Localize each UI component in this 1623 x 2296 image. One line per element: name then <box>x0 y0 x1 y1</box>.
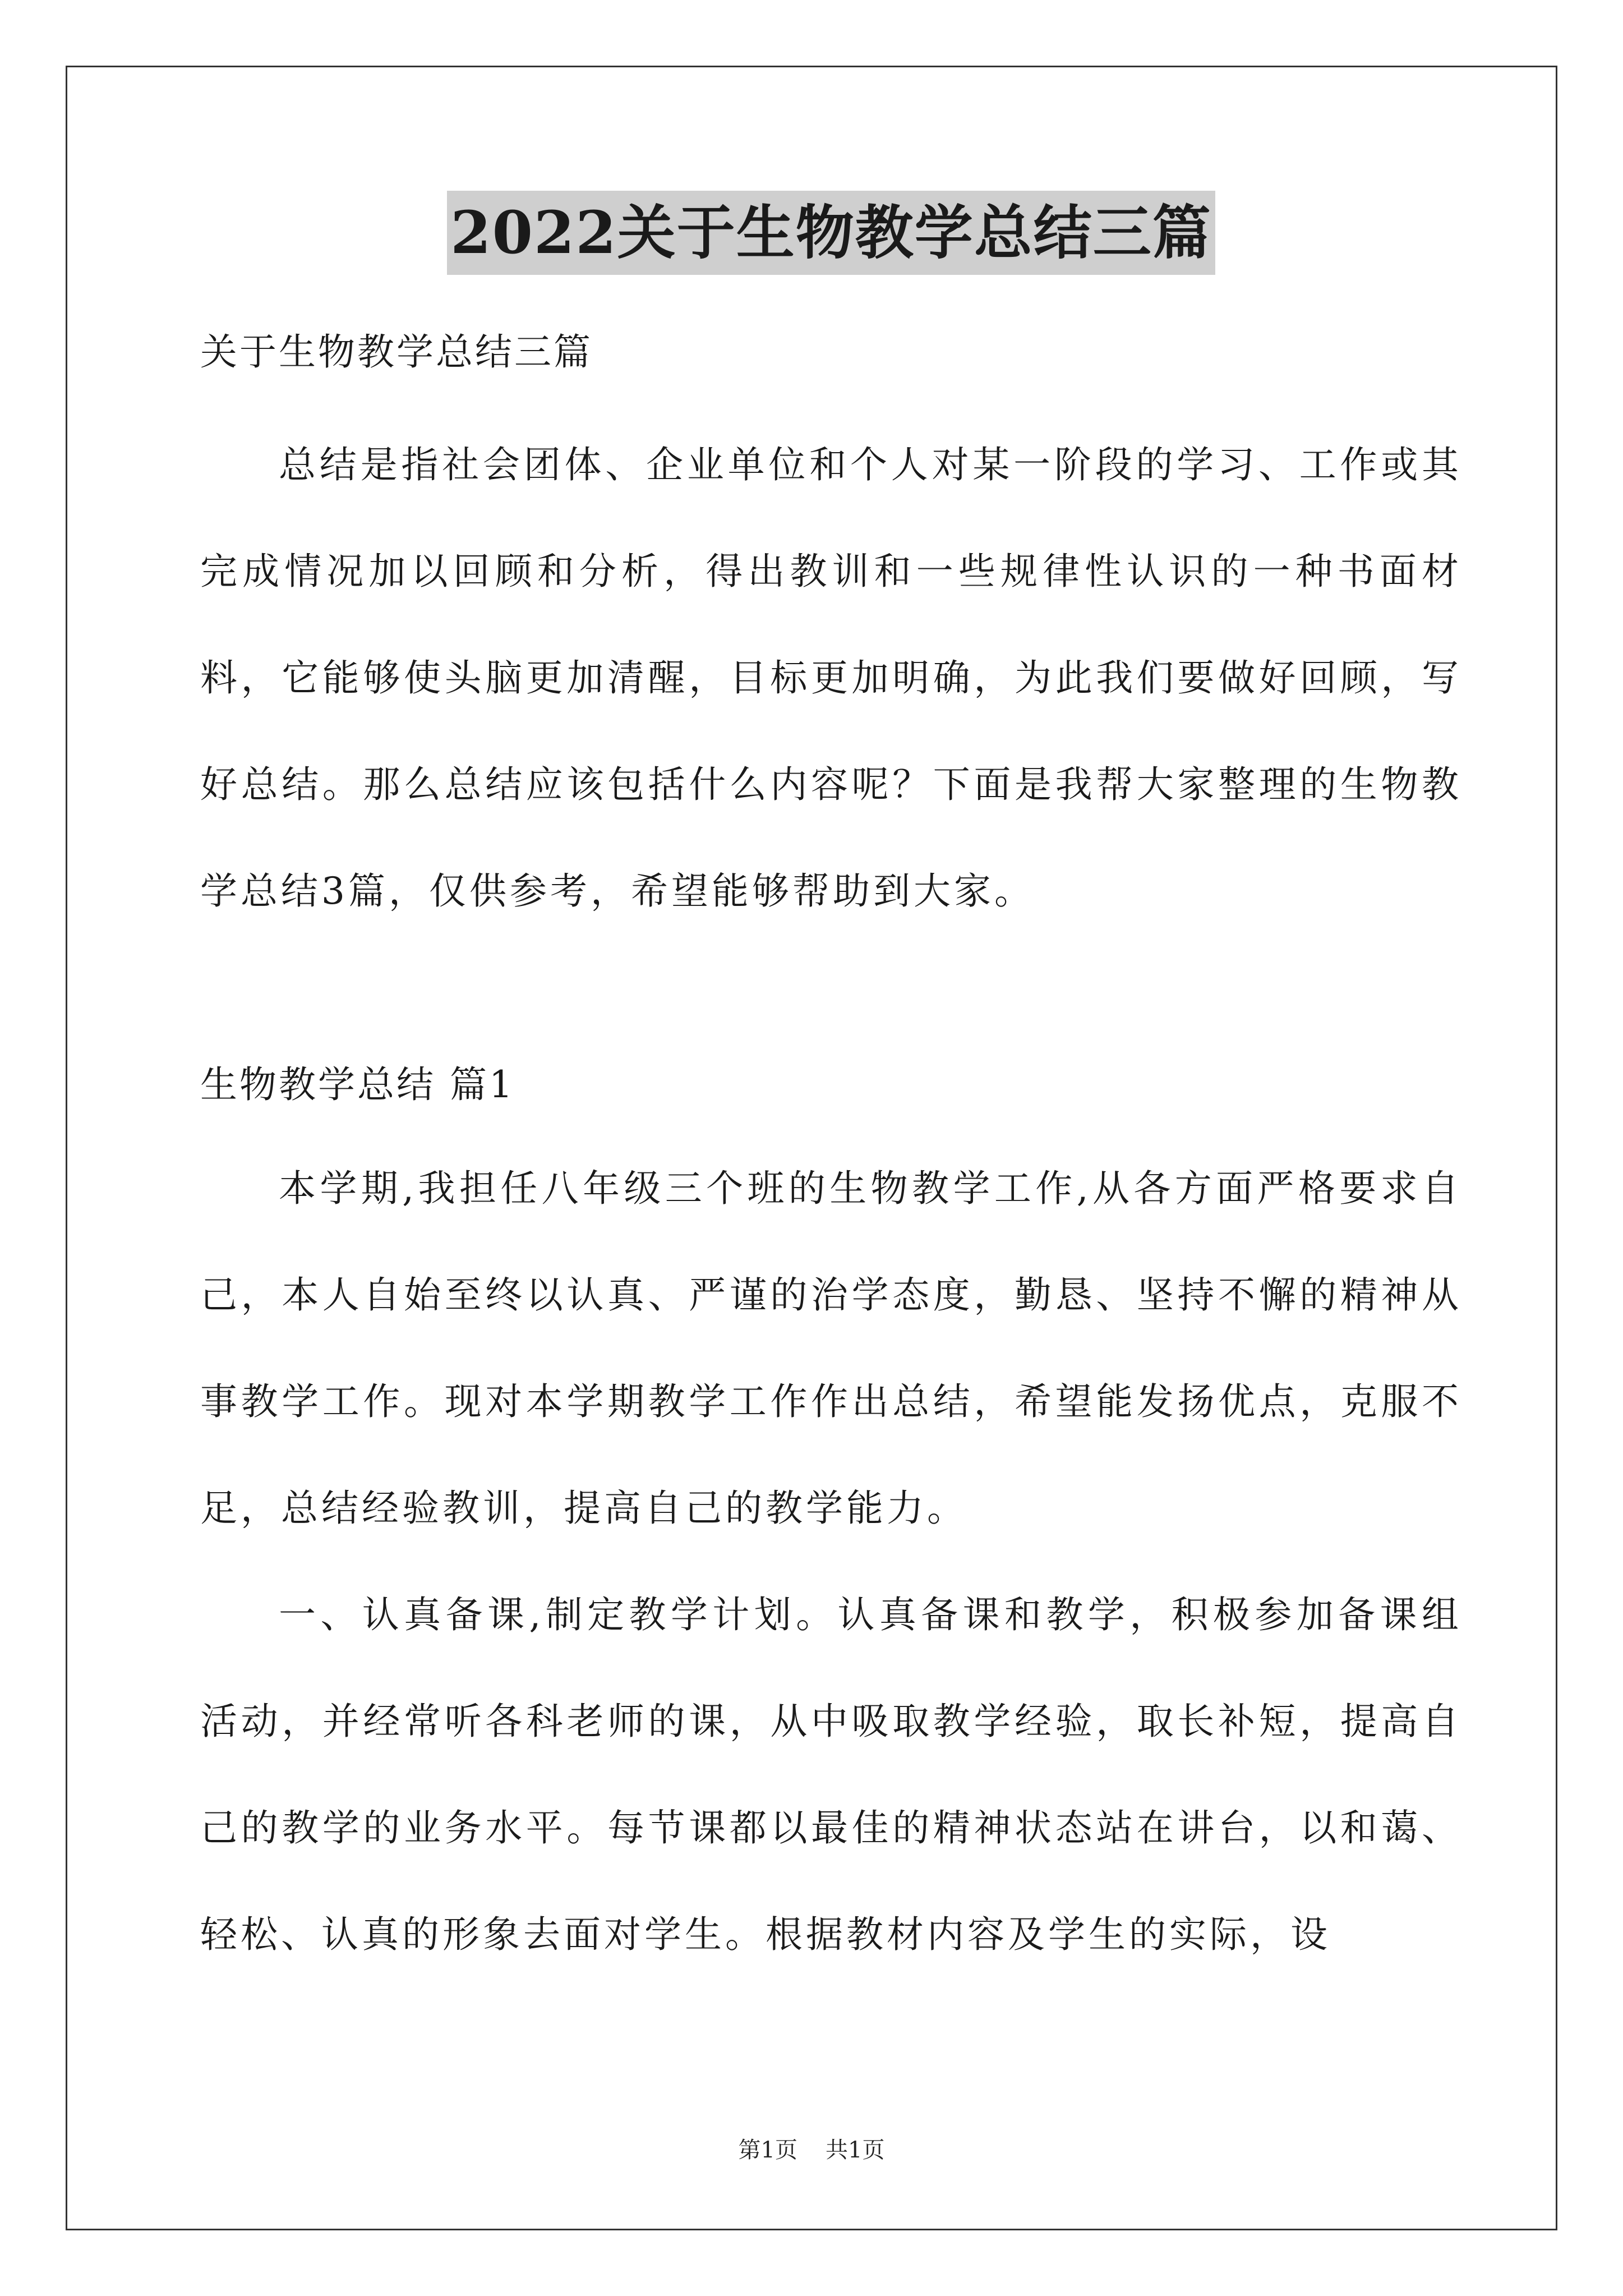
body-paragraph: 本学期,我担任八年级三个班的生物教学工作,从各方面严格要求自己，本人自始至终以认真、严谨的治学态度，勤恳、坚持不懈的精神从事教学工作。现对本学期教学工作作出总结，希望能发扬优点，克服不足，总结经验教训，提高自己的教学能力。 <box>200 1167 1462 1530</box>
document-subtitle: 关于生物教学总结三篇 <box>200 330 593 374</box>
document-title-text: 2022关于生物教学总结三篇 <box>447 191 1215 275</box>
section-heading: 生物教学总结 篇1 <box>200 1063 515 1106</box>
body-paragraph: 一、认真备课,制定教学计划。认真备课和教学，积极参加备课组活动，并经常听各科老师的课，从中吸取教学经验，取长补短，提高自己的教学的业务水平。每节课都以最佳的精神状态站在讲台，以和蔼、轻松、认真的形象去面对学生。根据教材内容及学生的实际，设 <box>200 1593 1462 1956</box>
document-body <box>200 191 1462 1988</box>
intro-paragraph: 总结是指社会团体、企业单位和个人对某一阶段的学习、工作或其完成情况加以回顾和分析，得出教训和一些规律性认识的一种书面材料，它能够使头脑更加清醒，目标更加明确，为此我们要做好回顾，写好总结。那么总结应该包括什么内容呢？下面是我帮大家整理的生物教学总结3篇，仅供参考，希望能够帮助到大家。 <box>200 443 1462 913</box>
document-title <box>200 191 1462 280</box>
page-footer <box>0 2134 1623 2166</box>
page-number: 第1页 <box>738 2137 797 2163</box>
page-total: 共1页 <box>826 2137 885 2163</box>
